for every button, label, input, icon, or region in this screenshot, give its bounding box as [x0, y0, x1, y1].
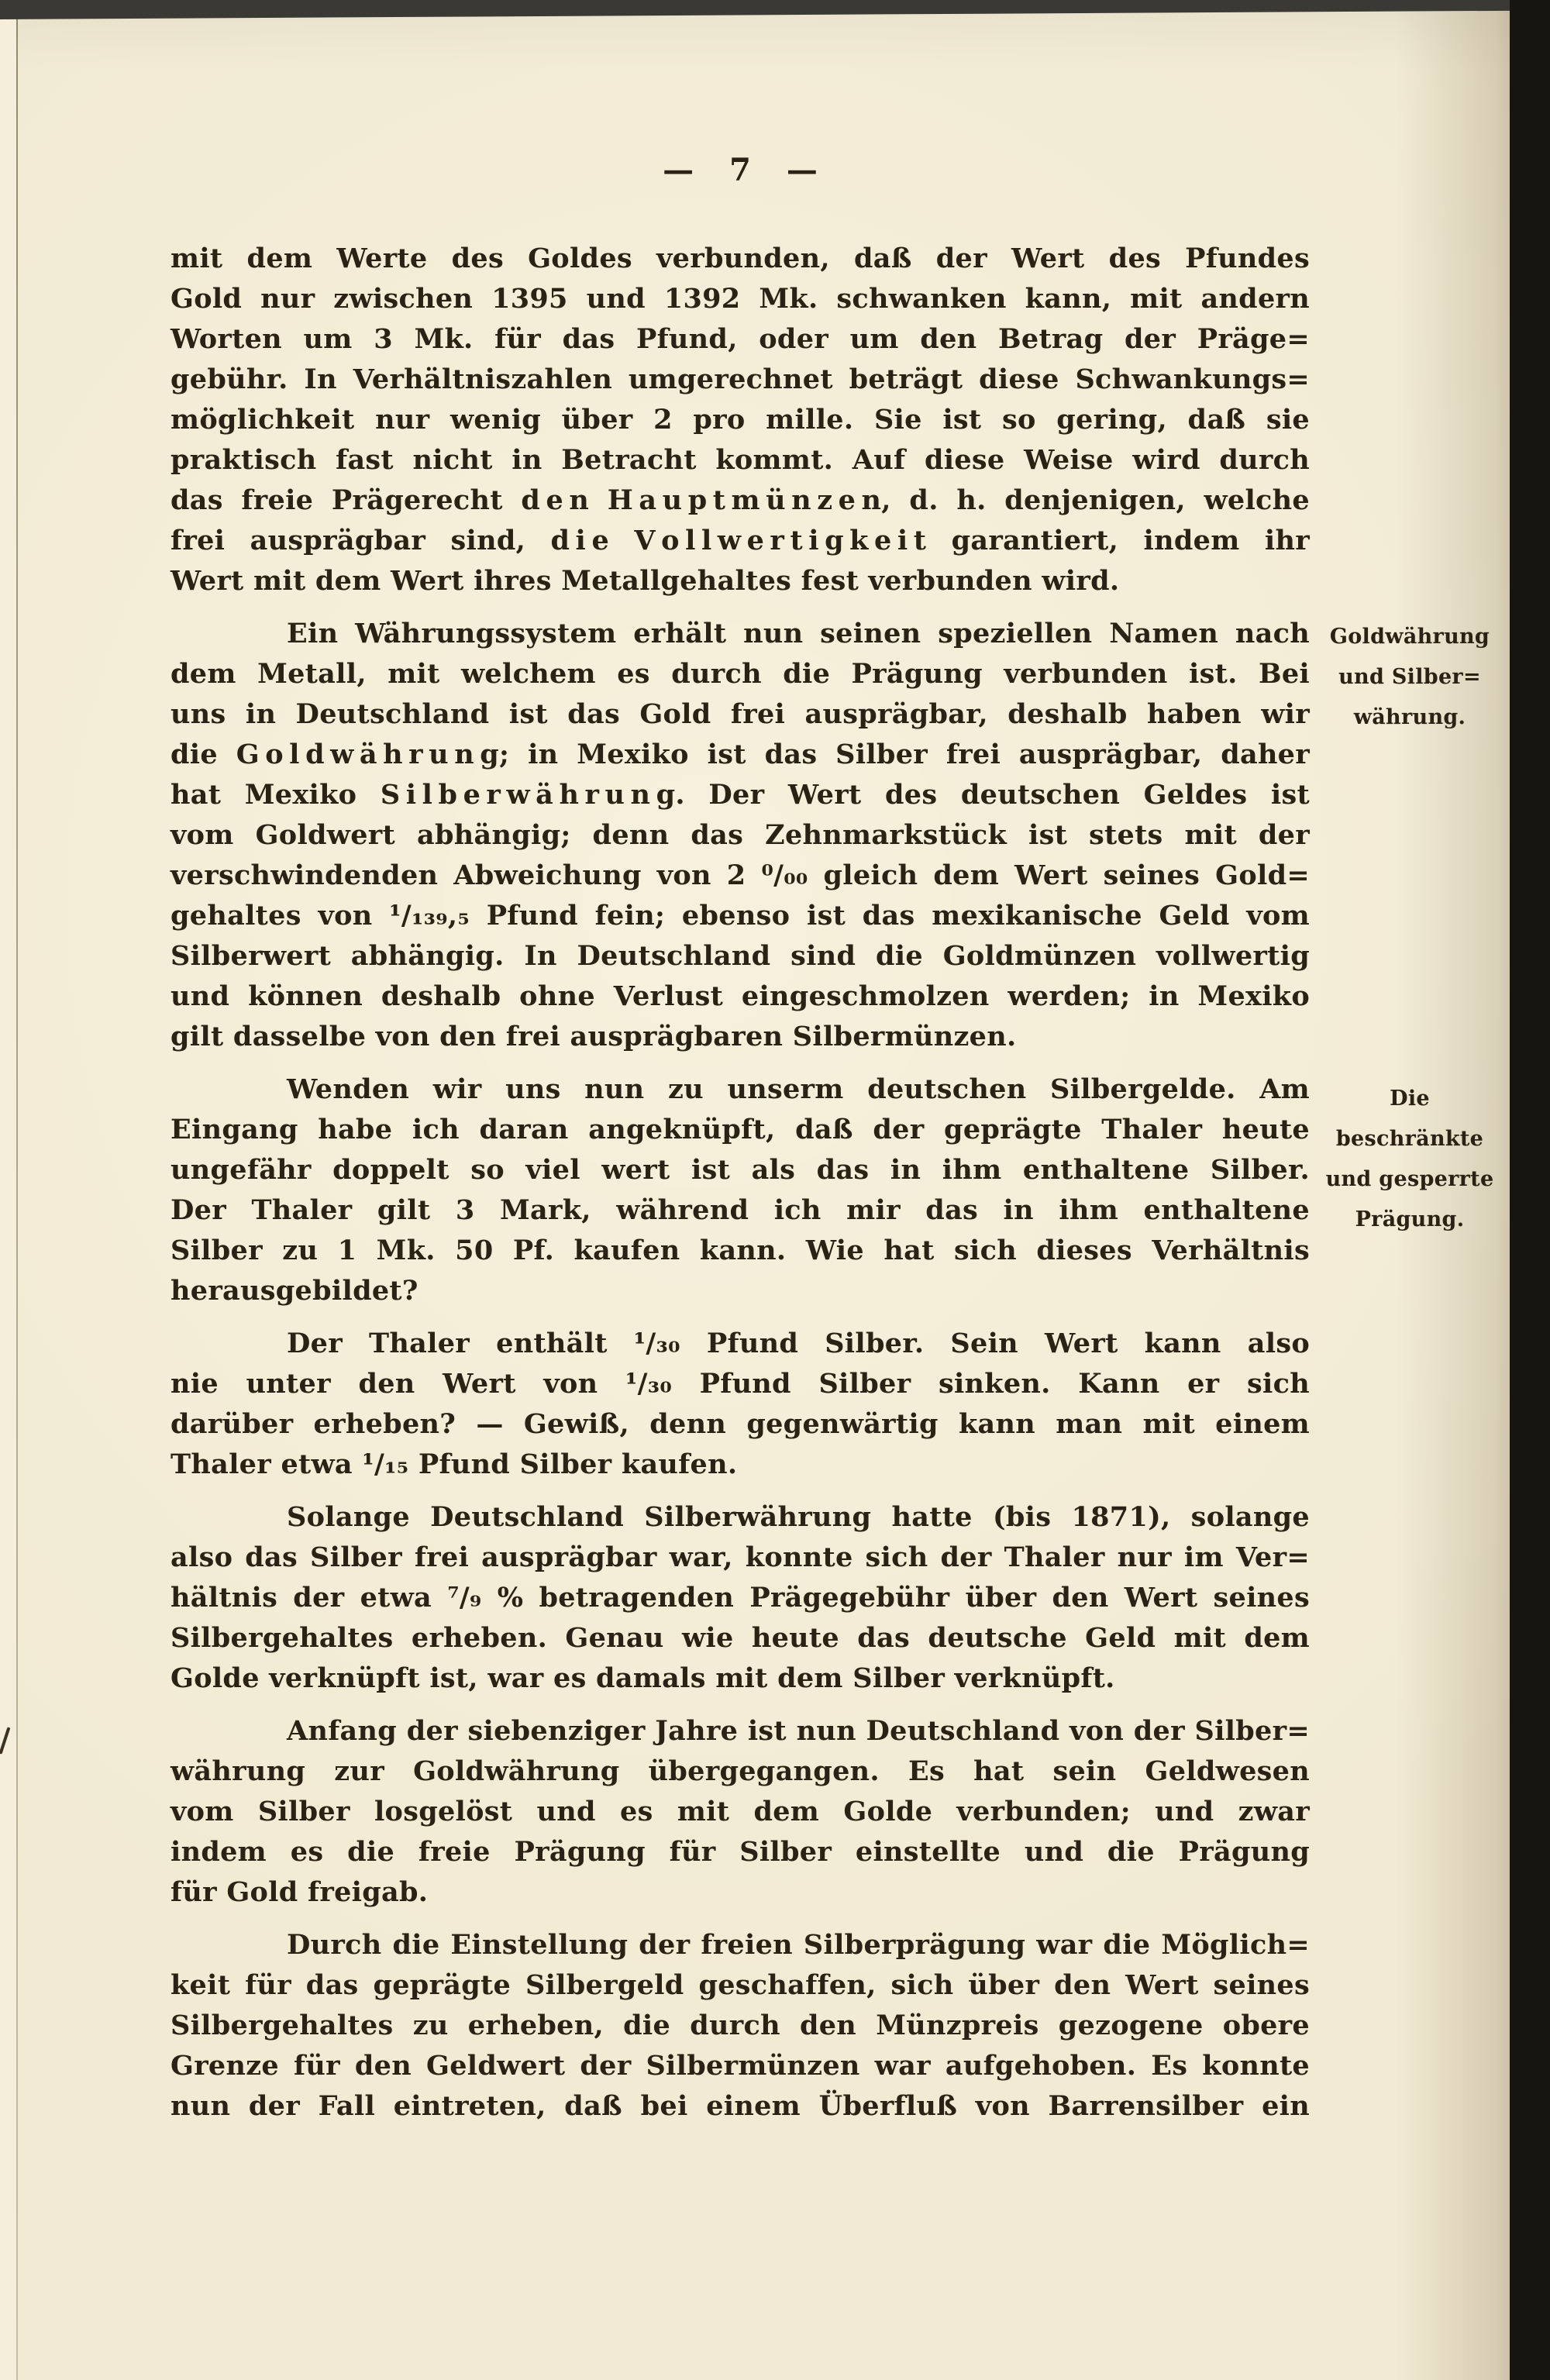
text-line: Worten um 3 Mk. für das Pfund, oder um den Betrag der Präge= [170, 323, 1310, 355]
margin-note-line: Goldwährung [1329, 625, 1490, 649]
left-page-crease [16, 15, 18, 2380]
text-line: Silbergehaltes erheben. Genau wie heute das deutsche Geld mit dem [170, 1622, 1310, 1654]
text-line: Silber zu 1 Mk. 50 Pf. kaufen kann. Wie hat sich dieses Verhältnis [170, 1235, 1310, 1266]
margin-note-line: und gesperrte [1325, 1167, 1494, 1191]
text-line: die G o l d w ä h r u n g; in Mexiko ist das Silber frei ausprägbar, daher [170, 739, 1310, 770]
text-line: ungefähr doppelt so viel wert ist als das in ihm enthaltene Silber. [170, 1154, 1310, 1186]
text-line: Durch die Einstellung der freien Silberprägung war die Möglich= [287, 1929, 1310, 1961]
body-text [170, 239, 1310, 2127]
text-line: Eingang habe ich daran angeknüpft, daß der geprägte Thaler heute [170, 1114, 1310, 1145]
margin-note-goldwaehrung [1311, 617, 1508, 738]
text-line: vom Silber losgelöst und es mit dem Golde verbunden; und zwar [170, 1796, 1310, 1827]
text-line: hat Mexiko S i l b e r w ä h r u n g. Der Wert des deutschen Geldes ist [170, 779, 1310, 811]
text-line: Grenze für den Geldwert der Silbermünzen war aufgehoben. Es konnte [170, 2050, 1310, 2082]
paragraph [170, 1925, 1310, 2127]
margin-note-line: Prägung. [1355, 1207, 1465, 1231]
text-line: Wenden wir uns nun zu unserm deutschen Silbergelde. Am [287, 1073, 1310, 1105]
text-line: mit dem Werte des Goldes verbunden, daß der Wert des Pfundes [170, 243, 1310, 274]
text-line: gehaltes von ¹/₁₃₉,₅ Pfund fein; ebenso ist das mexikanische Geld vom [170, 900, 1310, 932]
text-line: gebühr. In Verhältniszahlen umgerechnet beträgt diese Schwankungs= [170, 363, 1310, 395]
text-line: uns in Deutschland ist das Gold frei ausprägbar, deshalb haben wir [170, 698, 1310, 730]
paragraph [170, 1497, 1310, 1699]
left-page-edge [0, 0, 16, 2380]
paragraph [170, 1711, 1310, 1913]
text-line: also das Silber frei ausprägbar war, konnte sich der Thaler nur im Ver= [170, 1541, 1310, 1573]
paragraph [170, 1324, 1310, 1485]
margin-note-line: Die [1390, 1087, 1430, 1111]
text-line: Golde verknüpft ist, war es damals mit dem Silber verknüpft. [170, 1662, 1115, 1694]
text-line: Solange Deutschland Silberwährung hatte (bis 1871), solange [287, 1501, 1310, 1533]
margin-note-line: und Silber= [1338, 665, 1481, 689]
page-number-dash-right: — [786, 152, 818, 188]
text-line: möglichkeit nur wenig über 2 pro mille. Sie ist so gering, daß sie [170, 404, 1310, 436]
text-line: währung zur Goldwährung übergegangen. Es hat sein Geldwesen [170, 1755, 1310, 1787]
text-line: Der Thaler gilt 3 Mark, während ich mir das in ihm enthaltene [170, 1194, 1310, 1226]
text-line: frei ausprägbar sind, d i e V o l l w e r t i g k e i t garantiert, indem ihr [170, 525, 1310, 556]
text-line: Silbergehaltes zu erheben, die durch den Münzpreis gezogene obere [170, 2010, 1310, 2041]
text-line: Thaler etwa ¹/₁₅ Pfund Silber kaufen. [170, 1448, 738, 1480]
text-line: darüber erheben? — Gewiß, denn gegenwärtig kann man mit einem [170, 1408, 1310, 1440]
text-line: Wert mit dem Wert ihres Metallgehaltes fest verbunden wird. [170, 565, 1120, 597]
page-number-dash-left: — [663, 152, 694, 188]
text-line: Gold nur zwischen 1395 und 1392 Mk. schwanken kann, mit andern [170, 283, 1310, 315]
text-line: praktisch fast nicht in Betracht kommt. Auf diese Weise wird durch [170, 444, 1310, 476]
text-line: herausgebildet? [170, 1275, 418, 1307]
text-line: Ein Währungssystem erhält nun seinen speziellen Namen nach [287, 618, 1310, 649]
text-line: dem Metall, mit welchem es durch die Prägung verbunden ist. Bei [170, 658, 1310, 690]
paragraph [170, 1069, 1310, 1311]
text-line: verschwindenden Abweichung von 2 ⁰/₀₀ gleich dem Wert seines Gold= [170, 859, 1310, 891]
text-line: gilt dasselbe von den frei ausprägbaren Silbermünzen. [170, 1021, 1017, 1052]
text-line: nie unter den Wert von ¹/₃₀ Pfund Silber sinken. Kann er sich [170, 1368, 1310, 1400]
text-line: vom Goldwert abhängig; denn das Zehnmarkstück ist stets mit der [170, 819, 1310, 851]
text-line: Silberwert abhängig. In Deutschland sind die Goldmünzen vollwertig [170, 940, 1310, 972]
page-number-value: 7 [729, 152, 751, 188]
text-line: keit für das geprägte Silbergeld geschaffen, sich über den Wert seines [170, 1969, 1310, 2001]
margin-note-line: währung. [1353, 705, 1466, 729]
text-line: Anfang der siebenziger Jahre ist nun Deutschland von der Silber= [287, 1715, 1310, 1747]
paragraph [170, 614, 1310, 1057]
right-scan-edge [1510, 0, 1550, 2380]
paragraph [170, 239, 1310, 601]
margin-note-beschraenkte-praegung [1311, 1079, 1508, 1240]
text-line: das freie Prägerecht d e n H a u p t m ü n z e n, d. h. denjenigen, welche [170, 484, 1310, 516]
text-line: indem es die freie Prägung für Silber einstellte und die Prägung [170, 1836, 1310, 1868]
text-line: und können deshalb ohne Verlust eingeschmolzen werden; in Mexiko [170, 980, 1310, 1012]
text-line: Der Thaler enthält ¹/₃₀ Pfund Silber. Sein Wert kann also [287, 1328, 1310, 1359]
page-number [170, 152, 1310, 188]
margin-note-line: beschränkte [1335, 1127, 1484, 1151]
text-line: für Gold freigab. [170, 1876, 429, 1908]
top-scan-edge [0, 0, 1550, 20]
text-line: nun der Fall eintreten, daß bei einem Überfluß von Barrensilber ein [170, 2090, 1310, 2122]
text-line: hältnis der etwa ⁷/₉ % betragenden Prägegebühr über den Wert seines [170, 1582, 1310, 1614]
